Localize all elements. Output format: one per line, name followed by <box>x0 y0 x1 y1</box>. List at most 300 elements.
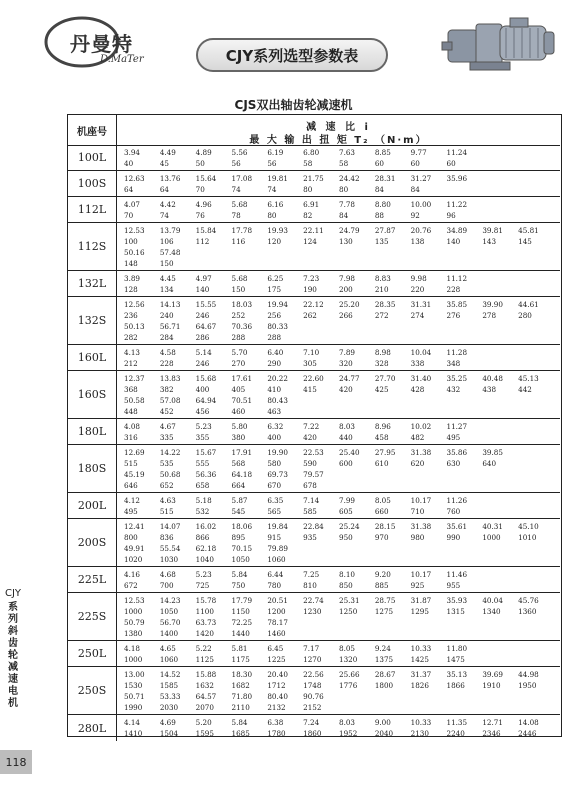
torque-value: 50 <box>195 158 205 168</box>
torque-value: 1315 <box>446 606 465 616</box>
ratio-value: 44.98 <box>518 670 539 679</box>
ratio-value: 5.20 <box>195 718 212 727</box>
ratio-value: 39.90 <box>482 300 503 309</box>
ratio-value: 22.53 <box>303 448 324 457</box>
ratio-value: 4.58 <box>159 348 176 357</box>
torque-value: 428 <box>410 384 425 394</box>
ratio-value: 7.17 <box>303 644 320 653</box>
ratio-value: 11.26 <box>446 496 468 505</box>
table-row <box>68 145 560 171</box>
ratio-value: 64.94 <box>195 395 217 405</box>
ratio-value: 45.10 <box>518 522 539 531</box>
torque-value: 585 <box>303 506 317 516</box>
value-lines <box>124 669 554 713</box>
ratio-value: 6.80 <box>303 148 320 157</box>
ratio-value: 4.13 <box>124 348 141 357</box>
torque-value: 1010 <box>518 532 537 542</box>
ratio-value: 7.99 <box>339 496 356 505</box>
table-header-row <box>68 115 560 146</box>
ratio-value: 19.90 <box>267 448 288 457</box>
ratio-value: 44.61 <box>518 300 539 309</box>
ratio-line <box>124 173 554 184</box>
ratio-value: 50.79 <box>124 617 145 627</box>
torque-value: 460 <box>231 406 246 416</box>
ratio-value: 11.24 <box>446 148 468 157</box>
torque-value: 1360 <box>518 606 537 616</box>
value-lines <box>124 643 554 665</box>
torque-value: 700 <box>159 580 174 590</box>
ratio-value: 27.87 <box>374 226 396 235</box>
torque-value: 74 <box>159 210 169 220</box>
ratio-value: 6.38 <box>267 718 284 727</box>
ratio-value: 9.77 <box>410 148 427 157</box>
torque-value: 80 <box>303 184 313 194</box>
ratio-line <box>124 273 554 284</box>
torque-value: 106 <box>159 236 174 246</box>
torque-value: 288 <box>267 332 282 342</box>
ratio-value: 35.85 <box>446 300 468 309</box>
ratio-line <box>124 569 554 580</box>
torque-value: 228 <box>159 358 174 368</box>
ratio-value: 25.20 <box>339 300 360 309</box>
torque-value: 380 <box>231 432 246 442</box>
ratio-value: 50.68 <box>159 469 181 479</box>
ratio-value: 7.78 <box>339 200 356 209</box>
torque-line <box>124 406 554 417</box>
torque-value: 1866 <box>446 680 465 690</box>
torque-value: 1275 <box>374 606 394 616</box>
table-row <box>68 171 560 197</box>
page-title: CJY系列选型参数表 <box>196 38 388 72</box>
value-lines <box>124 173 554 195</box>
ratio-value: 25.66 <box>339 670 360 679</box>
table-row <box>68 271 560 297</box>
ratio-value: 12.53 <box>124 226 145 235</box>
ratio-value: 18.06 <box>231 522 253 531</box>
ratio-value: 64.67 <box>195 321 217 331</box>
ratio-value: 11.22 <box>446 200 468 209</box>
torque-value: 2030 <box>159 702 179 712</box>
ratio-value: 28.67 <box>374 670 396 679</box>
ratio-value: 79.89 <box>267 543 288 553</box>
ratio-line <box>124 147 554 158</box>
ratio-value: 4.42 <box>159 200 176 209</box>
torque-value: 200 <box>339 284 353 294</box>
torque-value: 495 <box>446 432 461 442</box>
ratio-value: 17.08 <box>231 174 253 183</box>
torque-value: 620 <box>410 458 425 468</box>
ratio-value: 4.68 <box>159 570 176 579</box>
ratio-value: 31.27 <box>410 174 432 183</box>
torque-value: 664 <box>231 480 246 490</box>
torque-value: 760 <box>446 506 461 516</box>
ratio-line <box>124 347 554 358</box>
ratio-value: 7.22 <box>303 422 320 431</box>
ratio-value: 6.32 <box>267 422 284 431</box>
ratio-value: 28.35 <box>374 300 396 309</box>
ratio-value: 4.14 <box>124 718 141 727</box>
ratio-value: 64.57 <box>195 691 217 701</box>
torque-value: 440 <box>339 432 353 442</box>
ratio-value: 15.88 <box>195 670 217 679</box>
torque-value: 148 <box>124 258 138 268</box>
torque-value: 410 <box>267 384 282 394</box>
ratio-value: 10.17 <box>410 496 432 505</box>
ratio-line <box>124 469 554 480</box>
torque-value: 545 <box>231 506 246 516</box>
torque-value: 284 <box>159 332 174 342</box>
ratio-value: 21.75 <box>303 174 324 183</box>
torque-value: 210 <box>374 284 389 294</box>
torque-value: 124 <box>303 236 317 246</box>
ratio-value: 3.89 <box>124 274 141 283</box>
ratio-value: 15.67 <box>195 448 217 457</box>
torque-value: 278 <box>482 310 497 320</box>
torque-value: 175 <box>267 284 282 294</box>
torque-header-text: 最 大 输 出 扭 矩 T₂ （N·m） <box>249 135 428 146</box>
torque-value: 678 <box>303 480 317 490</box>
torque-value: 60 <box>446 158 456 168</box>
value-lines <box>124 421 554 443</box>
torque-value: 1475 <box>446 654 465 664</box>
ratio-value: 31.87 <box>410 596 432 605</box>
frame-size-cell: 100S <box>68 171 117 196</box>
ratio-value: 17.61 <box>231 374 253 383</box>
ratio-value: 25.31 <box>339 596 360 605</box>
frame-size-cell: 180S <box>68 445 117 492</box>
ratio-value: 15.55 <box>195 300 217 309</box>
torque-value: 800 <box>124 532 138 542</box>
torque-value: 442 <box>518 384 532 394</box>
ratio-value: 57.48 <box>159 247 181 257</box>
torque-value: 810 <box>303 580 317 590</box>
ratio-value: 5.22 <box>195 644 212 653</box>
ratio-value: 13.00 <box>124 670 145 679</box>
torque-value: 425 <box>374 384 389 394</box>
ratio-value: 35.86 <box>446 448 468 457</box>
side-label-char: 电 <box>8 686 18 697</box>
side-label-char: 轮 <box>8 650 18 661</box>
torque-value: 128 <box>124 284 138 294</box>
torque-value: 76 <box>195 210 205 220</box>
ratio-value: 7.63 <box>339 148 356 157</box>
torque-value: 670 <box>267 480 282 490</box>
torque-value: 495 <box>124 506 138 516</box>
torque-value: 1826 <box>410 680 429 690</box>
ratio-value: 14.08 <box>518 718 539 727</box>
torque-value: 1595 <box>195 728 214 738</box>
ratio-value: 71.80 <box>231 691 253 701</box>
value-lines <box>124 447 554 491</box>
ratio-torque-column-header <box>117 115 560 145</box>
torque-line <box>124 654 554 665</box>
torque-value: 866 <box>195 532 210 542</box>
ratio-line <box>124 617 554 628</box>
ratio-value: 24.42 <box>339 174 360 183</box>
torque-value: 1712 <box>267 680 286 690</box>
torque-line <box>124 236 554 247</box>
torque-line <box>124 358 554 369</box>
parameter-table <box>67 114 562 737</box>
ratio-value: 12.63 <box>124 174 145 183</box>
ratio-value: 8.05 <box>374 496 391 505</box>
torque-value: 1050 <box>231 554 250 564</box>
torque-value: 1410 <box>124 728 143 738</box>
ratio-value: 40.31 <box>482 522 503 531</box>
ratio-line <box>124 395 554 406</box>
torque-value: 1440 <box>231 628 250 638</box>
ratio-value: 72.25 <box>231 617 253 627</box>
ratio-value: 7.89 <box>339 348 356 357</box>
torque-value: 1800 <box>374 680 394 690</box>
ratio-value: 4.08 <box>124 422 141 431</box>
table-row <box>68 567 560 593</box>
ratio-line <box>124 421 554 432</box>
torque-line <box>124 480 554 491</box>
series-side-label <box>3 588 23 710</box>
ratio-value: 5.14 <box>195 348 212 357</box>
ratio-value: 6.35 <box>267 496 284 505</box>
torque-value: 555 <box>195 458 210 468</box>
table-row <box>68 419 560 445</box>
ratio-value: 10.33 <box>410 644 432 653</box>
torque-line <box>124 728 554 739</box>
frame-size-cell: 112S <box>68 223 117 270</box>
torque-value: 1060 <box>159 654 179 664</box>
torque-value: 262 <box>303 310 317 320</box>
torque-value: 535 <box>159 458 174 468</box>
torque-value: 1375 <box>374 654 394 664</box>
torque-value: 482 <box>410 432 425 442</box>
torque-value: 60 <box>374 158 384 168</box>
torque-value: 590 <box>303 458 317 468</box>
ratio-value: 35.13 <box>446 670 468 679</box>
torque-value: 1270 <box>303 654 322 664</box>
ratio-value: 63.73 <box>195 617 217 627</box>
ratio-value: 22.56 <box>303 670 324 679</box>
table-row <box>68 519 560 567</box>
frame-size-cell: 280L <box>68 715 117 741</box>
ratio-value: 9.00 <box>374 718 391 727</box>
ratio-value: 35.96 <box>446 174 468 183</box>
torque-value: 56 <box>267 158 277 168</box>
ratio-value: 6.40 <box>267 348 284 357</box>
ratio-value: 11.27 <box>446 422 468 431</box>
ratio-value: 5.70 <box>231 348 248 357</box>
torque-line <box>124 210 554 221</box>
torque-value: 438 <box>482 384 497 394</box>
torque-value: 1320 <box>339 654 358 664</box>
torque-value: 2346 <box>482 728 501 738</box>
torque-value: 1000 <box>124 606 143 616</box>
ratio-value: 22.60 <box>303 374 324 383</box>
ratio-value: 5.56 <box>231 148 248 157</box>
ratio-value: 28.31 <box>374 174 396 183</box>
ratio-value: 14.07 <box>159 522 181 531</box>
ratio-value: 15.68 <box>195 374 217 383</box>
ratio-value: 7.24 <box>303 718 320 727</box>
ratio-value: 4.16 <box>124 570 141 579</box>
torque-value: 228 <box>446 284 461 294</box>
frame-size-cell: 225L <box>68 567 117 592</box>
torque-value: 515 <box>159 506 174 516</box>
ratio-value: 4.49 <box>159 148 176 157</box>
table-row <box>68 445 560 493</box>
ratio-line <box>124 595 554 606</box>
torque-line <box>124 702 554 713</box>
torque-value: 400 <box>195 384 210 394</box>
torque-value: 348 <box>446 358 461 368</box>
torque-value: 88 <box>374 210 384 220</box>
torque-value: 420 <box>303 432 317 442</box>
ratio-value: 27.70 <box>374 374 396 383</box>
ratio-value: 31.38 <box>410 522 432 531</box>
torque-value: 355 <box>195 432 210 442</box>
ratio-value: 31.31 <box>410 300 432 309</box>
torque-value: 290 <box>267 358 282 368</box>
torque-value: 135 <box>374 236 389 246</box>
torque-value: 1250 <box>339 606 358 616</box>
ratio-value: 12.71 <box>482 718 503 727</box>
torque-line <box>124 184 554 195</box>
ratio-value: 7.98 <box>339 274 356 283</box>
torque-value: 780 <box>267 580 282 590</box>
torque-value: 80 <box>267 210 277 220</box>
torque-value: 1460 <box>267 628 286 638</box>
ratio-value: 8.96 <box>374 422 391 431</box>
ratio-value: 70.51 <box>231 395 253 405</box>
torque-value: 270 <box>231 358 246 368</box>
ratio-value: 6.19 <box>267 148 284 157</box>
ratio-value: 15.84 <box>195 226 217 235</box>
torque-line <box>124 158 554 169</box>
torque-value: 456 <box>195 406 210 416</box>
ratio-value: 69.73 <box>267 469 288 479</box>
ratio-value: 11.12 <box>446 274 468 283</box>
torque-value: 134 <box>159 284 174 294</box>
ratio-value: 22.11 <box>303 226 324 235</box>
torque-value: 405 <box>231 384 246 394</box>
table-row <box>68 223 560 271</box>
ratio-value: 4.96 <box>195 200 212 209</box>
torque-value: 212 <box>124 358 138 368</box>
ratio-line <box>124 447 554 458</box>
ratio-value: 45.19 <box>124 469 145 479</box>
ratio-value: 39.81 <box>482 226 503 235</box>
series-code: CJY <box>4 588 22 599</box>
ratio-value: 79.57 <box>303 469 324 479</box>
ratio-line <box>124 643 554 654</box>
torque-value: 246 <box>195 310 210 320</box>
table-row <box>68 641 560 667</box>
ratio-line <box>124 199 554 210</box>
frame-size-cell: 250S <box>68 667 117 714</box>
frame-size-cell: 160S <box>68 371 117 418</box>
side-label-char: 齿 <box>8 638 18 649</box>
ratio-value: 19.81 <box>267 174 288 183</box>
torque-value: 276 <box>446 310 461 320</box>
ratio-value: 20.22 <box>267 374 288 383</box>
ratio-value: 5.23 <box>195 570 212 579</box>
ratio-value: 18.30 <box>231 670 253 679</box>
ratio-value: 13.83 <box>159 374 181 383</box>
torque-value: 850 <box>339 580 353 590</box>
table-row <box>68 197 560 223</box>
ratio-value: 12.53 <box>124 596 145 605</box>
ratio-value: 8.80 <box>374 200 391 209</box>
torque-line <box>124 284 554 295</box>
ratio-line <box>124 521 554 532</box>
ratio-value: 8.03 <box>339 422 356 431</box>
side-label-char: 减 <box>8 662 18 673</box>
torque-value: 338 <box>410 358 425 368</box>
ratio-value: 80.40 <box>267 691 288 701</box>
ratio-value: 70.36 <box>231 321 253 331</box>
torque-value: 630 <box>446 458 461 468</box>
ratio-value: 5.68 <box>231 274 248 283</box>
torque-value: 600 <box>339 458 353 468</box>
ratio-value: 12.69 <box>124 448 145 457</box>
torque-value: 420 <box>339 384 353 394</box>
ratio-value: 11.35 <box>446 718 468 727</box>
ratio-value: 28.15 <box>374 522 396 531</box>
torque-value: 286 <box>195 332 210 342</box>
torque-value: 710 <box>410 506 425 516</box>
ratio-value: 35.61 <box>446 522 468 531</box>
torque-value: 432 <box>446 384 461 394</box>
ratio-value: 18.03 <box>231 300 253 309</box>
ratio-line <box>124 225 554 236</box>
torque-value: 532 <box>195 506 210 516</box>
torque-value: 580 <box>267 458 282 468</box>
frame-size-cell: 160L <box>68 345 117 370</box>
torque-value: 320 <box>339 358 353 368</box>
torque-value: 252 <box>231 310 246 320</box>
torque-line <box>124 310 554 321</box>
table-row <box>68 593 560 641</box>
torque-value: 96 <box>446 210 456 220</box>
torque-value: 935 <box>303 532 317 542</box>
torque-value: 2070 <box>195 702 214 712</box>
ratio-value: 31.40 <box>410 374 432 383</box>
torque-value: 288 <box>231 332 246 342</box>
torque-value: 448 <box>124 406 138 416</box>
torque-line <box>124 384 554 395</box>
torque-value: 1295 <box>410 606 429 616</box>
value-lines <box>124 347 554 369</box>
torque-value: 1952 <box>339 728 358 738</box>
ratio-value: 5.87 <box>231 496 248 505</box>
ratio-value: 39.85 <box>482 448 503 457</box>
ratio-value: 17.78 <box>231 226 253 235</box>
frame-size-cell: 250L <box>68 641 117 666</box>
ratio-value: 28.75 <box>374 596 396 605</box>
ratio-value: 6.91 <box>303 200 320 209</box>
ratio-value: 56.71 <box>159 321 181 331</box>
table-row <box>68 345 560 371</box>
torque-value: 660 <box>374 506 389 516</box>
ratio-value: 22.74 <box>303 596 324 605</box>
torque-value: 915 <box>267 532 282 542</box>
torque-value: 1400 <box>159 628 179 638</box>
ratio-value: 14.13 <box>159 300 181 309</box>
ratio-value: 90.76 <box>303 691 324 701</box>
ratio-value: 50.58 <box>124 395 145 405</box>
ratio-value: 4.07 <box>124 200 141 209</box>
ratio-value: 4.89 <box>195 148 212 157</box>
torque-value: 130 <box>339 236 353 246</box>
side-label-char: 速 <box>8 674 18 685</box>
